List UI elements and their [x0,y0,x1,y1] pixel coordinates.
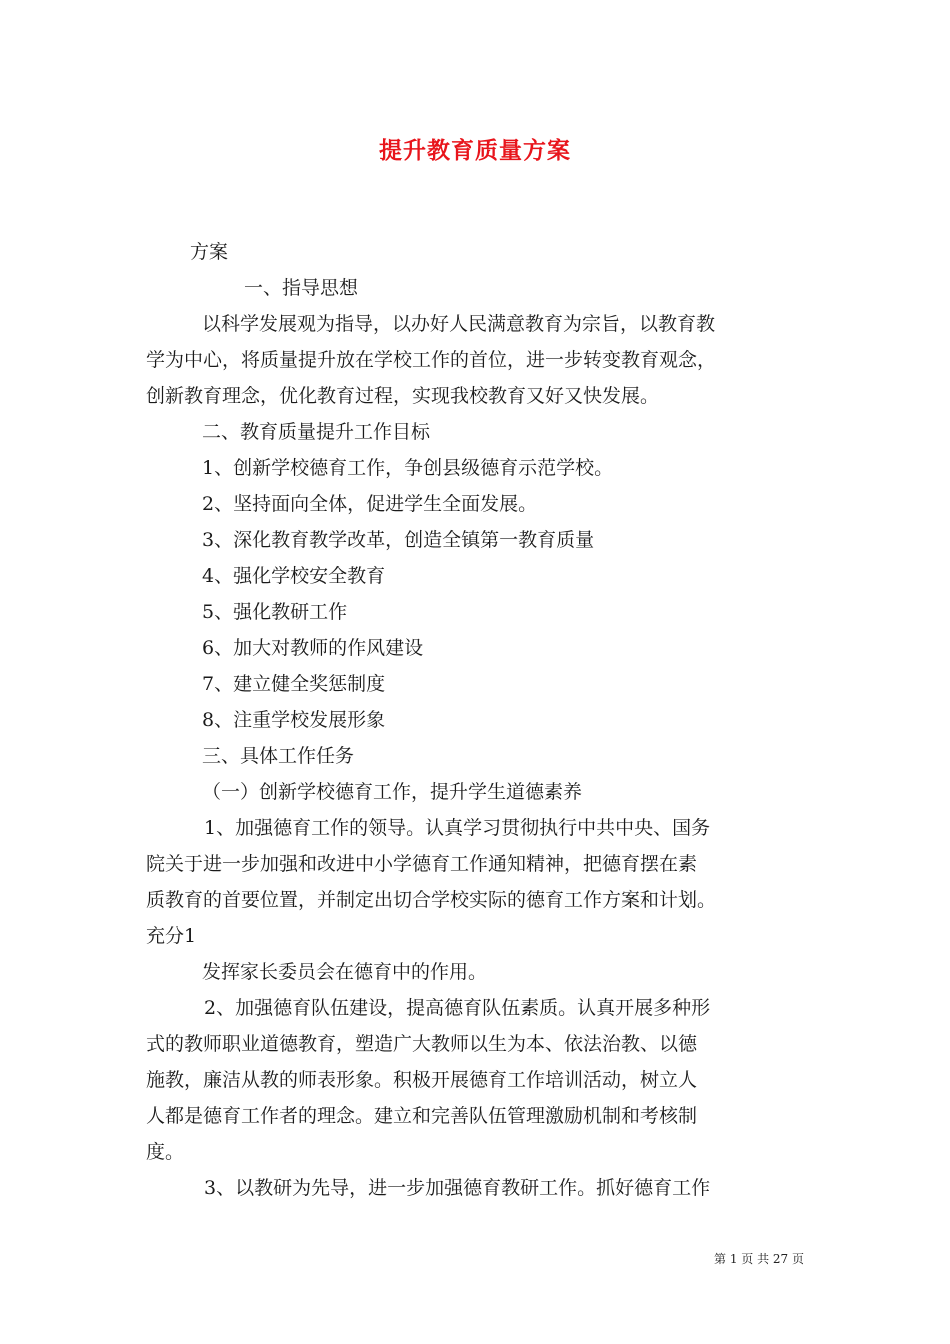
paragraph-line: 度。 [146,1141,185,1163]
paragraph-line: 7、建立健全奖惩制度 [202,673,386,695]
paragraph-line: 8、注重学校发展形象 [202,709,386,731]
paragraph-line: 3、深化教育教学改革，创造全镇第一教育质量 [202,529,595,551]
paragraph-line: 充分1 [146,925,197,947]
paragraph-line: 式的教师职业道德教育，塑造广大教师以生为本、依法治教、以德 [146,1033,698,1055]
paragraph-line: 6、加大对教师的作风建设 [202,637,424,659]
paragraph-line: 方案 [190,241,229,263]
paragraph-line: 3、以教研为先导，进一步加强德育教研工作。抓好德育工作 [204,1177,711,1199]
paragraph-line: 学为中心，将质量提升放在学校工作的首位，进一步转变教育观念， [146,349,717,371]
paragraph-line: 二、教育质量提升工作目标 [202,421,431,443]
paragraph-line: 2、加强德育队伍建设，提高德育队伍素质。认真开展多种形 [204,997,711,1019]
paragraph-line: 发挥家长委员会在德育中的作用。 [202,961,488,983]
paragraph-line: 创新教育理念，优化教育过程，实现我校教育又好又快发展。 [146,385,660,407]
paragraph-line: 2、坚持面向全体，促进学生全面发展。 [202,493,538,515]
paragraph-line: 质教育的首要位置，并制定出切合学校实际的德育工作方案和计划。 [146,889,717,911]
paragraph-line: 以科学发展观为指导，以办好人民满意教育为宗旨，以教育教 [202,313,716,335]
paragraph-line: 一、指导思想 [244,277,359,299]
paragraph-line: 人都是德育工作者的理念。建立和完善队伍管理激励机制和考核制 [146,1105,698,1127]
page-number-footer: 第 1 页 共 27 页 [714,1252,804,1266]
paragraph-line: 院关于进一步加强和改进中小学德育工作通知精神，把德育摆在素 [146,853,698,875]
paragraph-line: 三、具体工作任务 [202,745,355,767]
paragraph-line: 5、强化教研工作 [202,601,348,623]
paragraph-line: （一）创新学校德育工作，提升学生道德素养 [202,781,583,803]
paragraph-line: 4、强化学校安全教育 [202,565,386,587]
paragraph-line: 1、创新学校德育工作，争创县级德育示范学校。 [202,457,614,479]
paragraph-line: 施教，廉洁从教的师表形象。积极开展德育工作培训活动，树立人 [146,1069,698,1091]
document-title: 提升教育质量方案 [379,137,571,164]
paragraph-line: 1、加强德育工作的领导。认真学习贯彻执行中共中央、国务 [204,817,711,839]
